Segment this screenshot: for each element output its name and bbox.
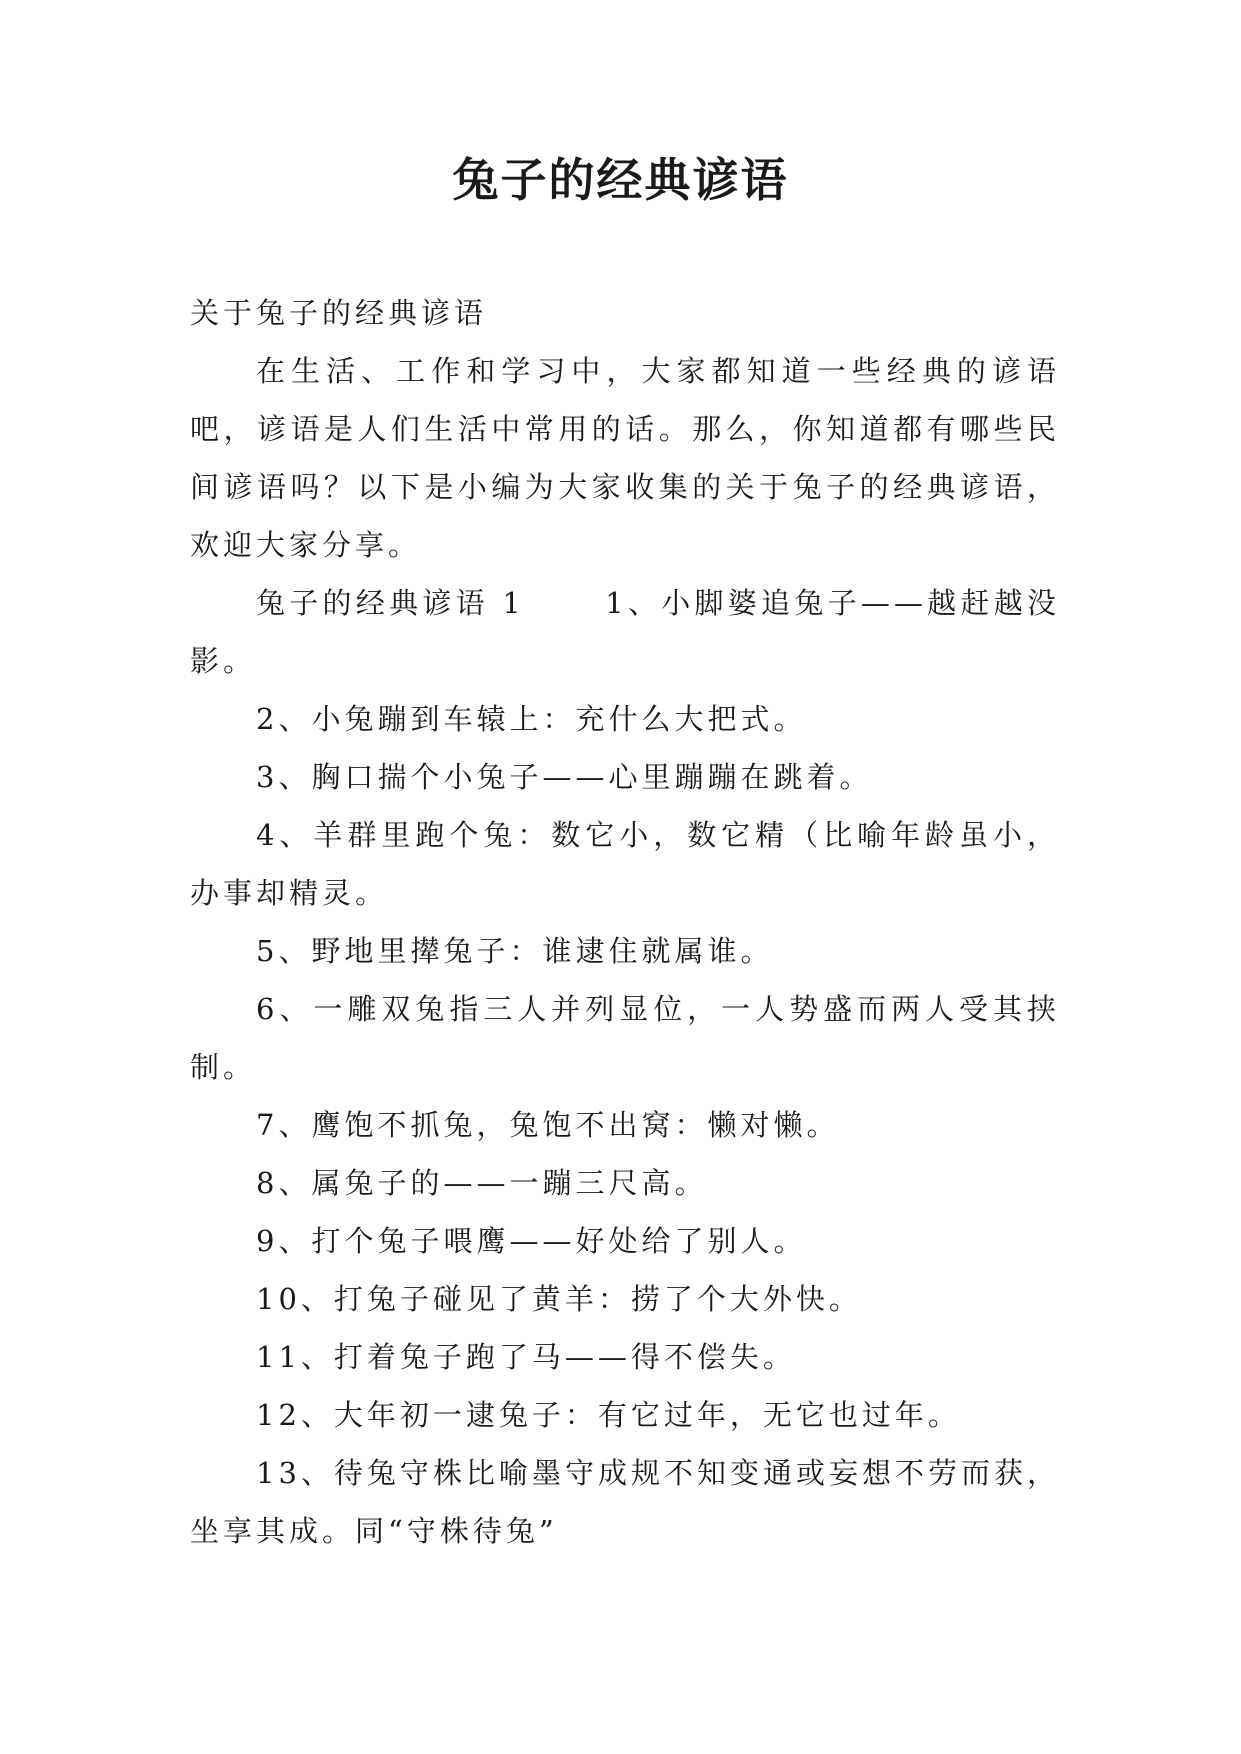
proverb-item: 12、大年初一逮兔子：有它过年，无它也过年。 (256, 1398, 961, 1432)
proverb-item: 4、羊群里跑个兔：数它小，数它精（比喻年龄虽小，办事却精灵。 (190, 818, 1060, 910)
proverb-item: 8、属兔子的——一蹦三尺高。 (256, 1166, 708, 1200)
proverb-item: 11、打着兔子跑了马——得不偿失。 (256, 1340, 796, 1374)
section-heading: 关于兔子的经典谚语 (190, 296, 488, 330)
proverb-item: 9、打个兔子喂鹰——好处给了别人。 (256, 1224, 807, 1258)
document-title: 兔子的经典谚语 (452, 153, 789, 207)
proverb-item: 兔子的经典谚语 1 1、小脚婆追兔子——越赶越没影。 (190, 586, 1060, 678)
proverb-item: 10、打兔子碰见了黄羊：捞了个大外快。 (256, 1282, 862, 1316)
proverb-item: 6、一雕双兔指三人并列显位，一人势盛而两人受其挟制。 (190, 992, 1060, 1084)
proverb-item: 13、待兔守株比喻墨守成规不知变通或妄想不劳而获，坐享其成。同“守株待兔” (190, 1456, 1060, 1548)
proverb-item: 3、胸口揣个小兔子——心里蹦蹦在跳着。 (256, 760, 873, 794)
proverb-item: 2、小兔蹦到车辕上：充什么大把式。 (256, 702, 807, 736)
document-body (190, 284, 1060, 1560)
proverb-item: 5、野地里撵兔子：谁逮住就属谁。 (256, 934, 774, 968)
proverb-item: 7、鹰饱不抓兔，兔饱不出窝：懒对懒。 (256, 1108, 840, 1142)
intro-paragraph: 在生活、工作和学习中，大家都知道一些经典的谚语吧，谚语是人们生活中常用的话。那么，你知道都有哪些民间谚语吗？以下是小编为大家收集的关于兔子的经典谚语，欢迎大家分享。 (190, 354, 1060, 562)
